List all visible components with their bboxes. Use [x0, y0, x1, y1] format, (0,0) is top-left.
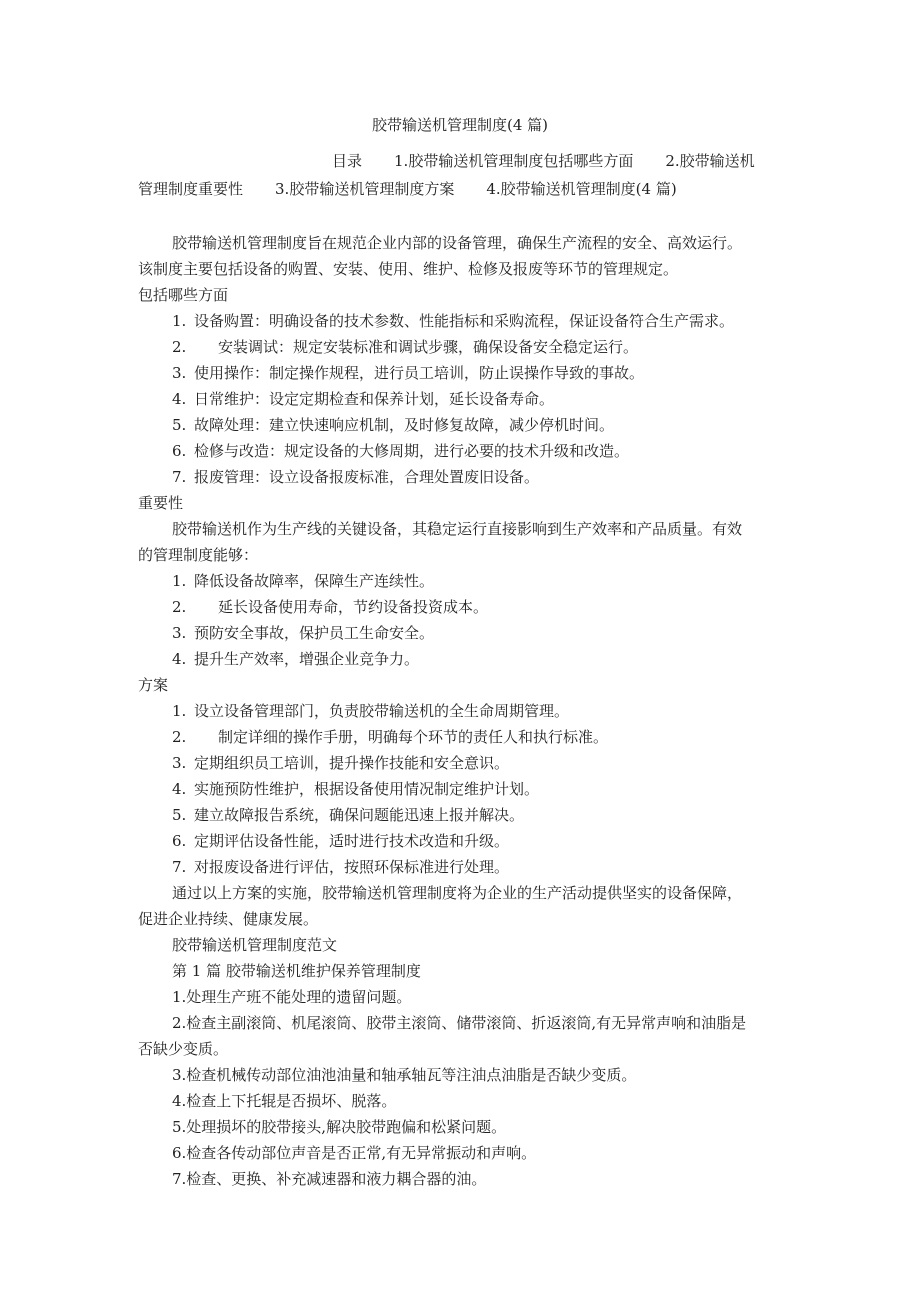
- list-item: [172, 646, 419, 672]
- list-item: [172, 828, 509, 854]
- list-text: 延长设备使用寿命，节约设备投资成本。: [218, 598, 489, 616]
- list-item: [172, 724, 608, 750]
- list-number: 2.: [172, 338, 187, 356]
- maintenance-line: 6.检查各传动部位声音是否正常,有无异常振动和声响。: [172, 1144, 537, 1162]
- list-number: 4.: [172, 650, 187, 668]
- toc-item-1: 1.胶带输送机管理制度包括哪些方面: [394, 152, 634, 170]
- list-item: [172, 620, 434, 646]
- list-item: [172, 776, 539, 802]
- list-text: 实施预防性维护，根据设备使用情况制定维护计划。: [194, 780, 540, 798]
- page-title: 胶带输送机管理制度(4 篇): [371, 116, 549, 134]
- list-number: 6.: [172, 442, 187, 460]
- list-number: 7.: [172, 858, 187, 876]
- list-number: 5.: [172, 806, 187, 824]
- toc-label: 目录: [332, 152, 363, 170]
- table-of-contents-line-1: [332, 148, 755, 174]
- list-text: 日常维护：设定定期检查和保养计划，延长设备寿命。: [194, 390, 555, 408]
- section-heading-plan: 方案: [138, 676, 169, 694]
- list-number: 3.: [172, 364, 187, 382]
- maintenance-line: 7.检查、更换、补充减速器和液力耦合器的油。: [172, 1170, 487, 1188]
- toc-item-2-continued: 管理制度重要性: [138, 180, 244, 198]
- list-text: 安装调试：规定安装标准和调试步骤，确保设备安全稳定运行。: [218, 338, 639, 356]
- list-text: 设立设备管理部门，负责胶带输送机的全生命周期管理。: [194, 702, 570, 720]
- list-number: 2.: [172, 728, 187, 746]
- toc-item-3: 3.胶带输送机管理制度方案: [275, 180, 455, 198]
- toc-item-4: 4.胶带输送机管理制度(4 篇): [486, 180, 677, 198]
- list-item: [172, 412, 614, 438]
- list-text: 降低设备故障率，保障生产连续性。: [194, 572, 435, 590]
- list-text: 定期评估设备性能，适时进行技术改造和升级。: [194, 832, 510, 850]
- list-number: 3.: [172, 624, 187, 642]
- list-text: 对报废设备进行评估，按照环保标准进行处理。: [194, 858, 510, 876]
- list-text: 制定详细的操作手册，明确每个环节的责任人和执行标准。: [218, 728, 609, 746]
- importance-paragraph-line: 的管理制度能够：: [138, 546, 259, 564]
- conclusion-paragraph-line: 通过以上方案的实施，胶带输送机管理制度将为企业的生产活动提供坚实的设备保障，: [172, 884, 743, 902]
- list-text: 故障处理：建立快速响应机制，及时修复故障，减少停机时间。: [194, 416, 615, 434]
- intro-paragraph-line: 该制度主要包括设备的购置、安装、使用、维护、检修及报废等环节的管理规定。: [138, 260, 679, 278]
- list-number: 4.: [172, 390, 187, 408]
- list-item: [172, 464, 539, 490]
- importance-paragraph-line: 胶带输送机作为生产线的关键设备，其稳定运行直接影响到生产效率和产品质量。有效: [172, 520, 743, 538]
- list-item: [172, 802, 524, 828]
- maintenance-line: 3.检查机械传动部位油池油量和轴承轴瓦等注油点油脂是否缺少变质。: [172, 1066, 637, 1084]
- list-text: 使用操作：制定操作规程，进行员工培训，防止误操作导致的事故。: [194, 364, 645, 382]
- maintenance-line: 5.处理损坏的胶带接头,解决胶带跑偏和松紧问题。: [172, 1118, 507, 1136]
- list-text: 建立故障报告系统，确保问题能迅速上报并解决。: [194, 806, 525, 824]
- list-number: 5.: [172, 416, 187, 434]
- list-text: 报废管理：设立设备报废标准，合理处置废旧设备。: [194, 468, 540, 486]
- intro-paragraph-line: 胶带输送机管理制度旨在规范企业内部的设备管理，确保生产流程的安全、高效运行。: [172, 234, 743, 252]
- list-text: 预防安全事故，保护员工生命安全。: [194, 624, 435, 642]
- maintenance-line: 4.检查上下托辊是否损坏、脱落。: [172, 1092, 397, 1110]
- list-item: [172, 334, 638, 360]
- list-item: [172, 386, 554, 412]
- list-number: 6.: [172, 832, 187, 850]
- list-number: 1.: [172, 702, 187, 720]
- list-item: [172, 594, 488, 620]
- list-number: 4.: [172, 780, 187, 798]
- list-item: [172, 438, 629, 464]
- toc-item-2: 2.胶带输送机: [665, 152, 755, 170]
- list-text: 提升生产效率，增强企业竞争力。: [194, 650, 420, 668]
- list-number: 3.: [172, 754, 187, 772]
- list-item: [172, 308, 734, 334]
- article-subheading: 第 1 篇 胶带输送机维护保养管理制度: [172, 962, 421, 980]
- section-heading-importance: 重要性: [138, 494, 184, 512]
- list-number: 1.: [172, 572, 187, 590]
- section-heading-aspects: 包括哪些方面: [138, 286, 229, 304]
- maintenance-line: 否缺少变质。: [138, 1040, 229, 1058]
- section-heading-sample: 胶带输送机管理制度范文: [172, 936, 338, 954]
- table-of-contents-line-2: [138, 176, 677, 202]
- list-number: 7.: [172, 468, 187, 486]
- list-number: 1.: [172, 312, 187, 330]
- list-text: 设备购置：明确设备的技术参数、性能指标和采购流程，保证设备符合生产需求。: [194, 312, 735, 330]
- list-item: [172, 750, 509, 776]
- conclusion-paragraph-line: 促进企业持续、健康发展。: [138, 910, 319, 928]
- list-number: 2.: [172, 598, 187, 616]
- list-text: 检修与改造：规定设备的大修周期，进行必要的技术升级和改造。: [194, 442, 630, 460]
- list-item: [172, 568, 434, 594]
- list-item: [172, 360, 644, 386]
- list-item: [172, 698, 569, 724]
- maintenance-line: 2.检查主副滚筒、机尾滚筒、胶带主滚筒、储带滚筒、折返滚筒,有无异常声响和油脂是: [172, 1014, 747, 1032]
- maintenance-line: 1.处理生产班不能处理的遗留问题。: [172, 988, 412, 1006]
- list-text: 定期组织员工培训，提升操作技能和安全意识。: [194, 754, 510, 772]
- list-item: [172, 854, 509, 880]
